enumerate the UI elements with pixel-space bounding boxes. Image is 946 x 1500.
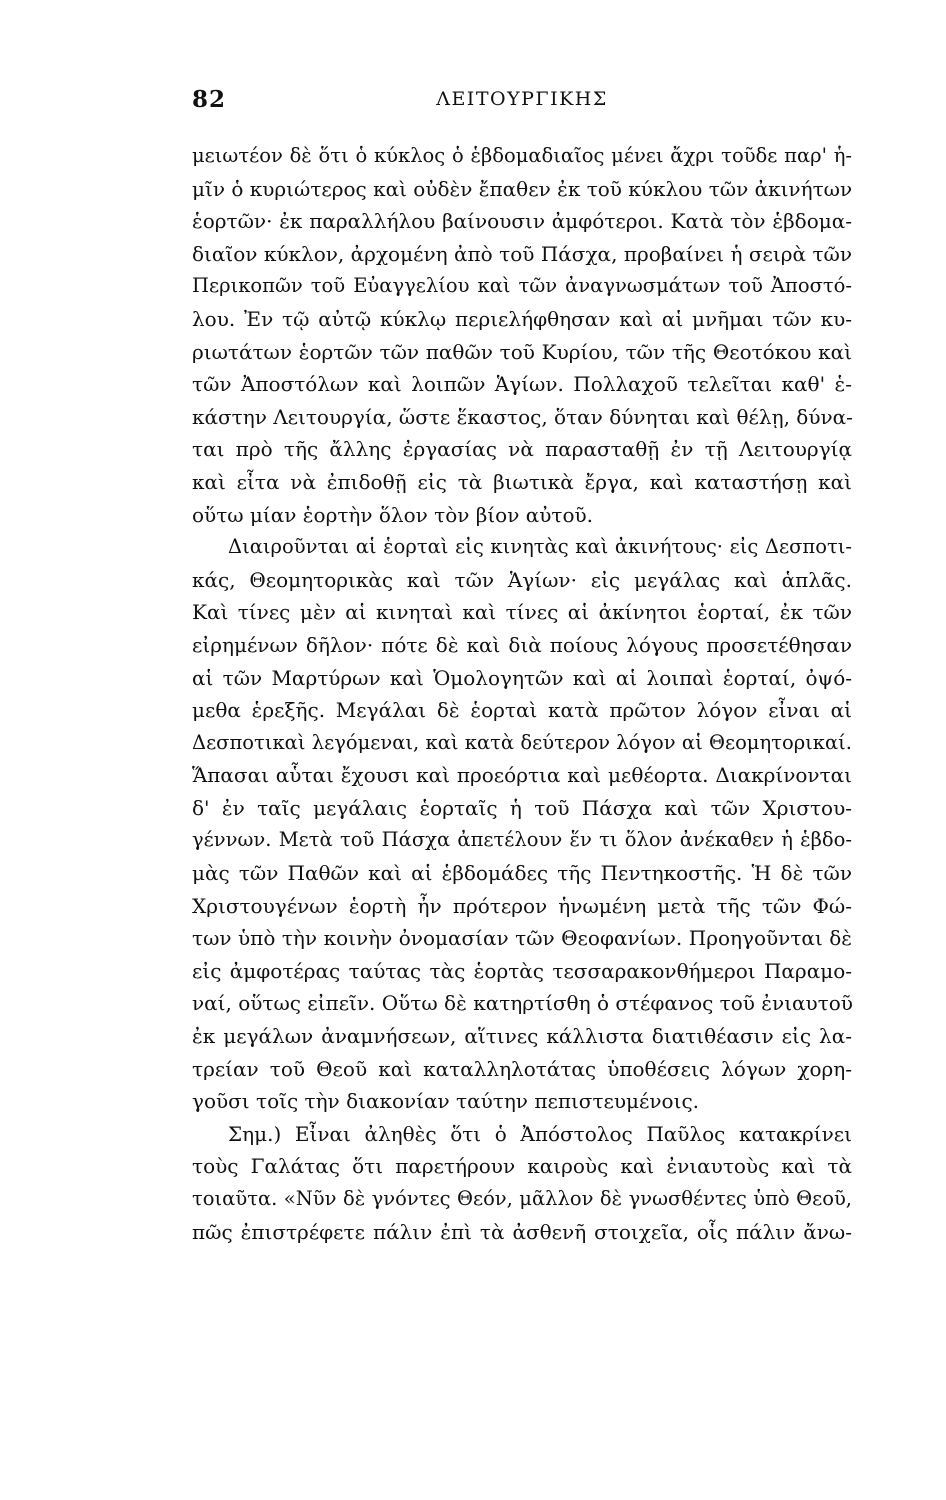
text-line: γέννων. Μετὰ τοῦ Πάσχα ἀπετέλουν ἕν τι ὅλον ἀνέκαθεν ἡ ἑβδο- — [192, 828, 852, 852]
text-line: ται πρὸ τῆς ἄλλης ἐργασίας νὰ παρασταθῇ ἐν τῇ Λειτουργίᾳ — [192, 437, 852, 462]
text-line: Χριστουγένων ἑορτὴ ἦν πρότερον ἡνωμένη μετὰ τῆς τῶν Φώ- — [192, 893, 852, 918]
text-line: εἰς ἀμφοτέρας ταύτας τὰς ἑορτὰς τεσσαρακονθήμεροι Παραμο- — [192, 958, 852, 983]
text-line: Περικοπῶν τοῦ Εὐαγγελίου καὶ τῶν ἀναγνωσμάτων τοῦ Ἀποστό- — [192, 274, 852, 298]
text-line: καὶ εἶτα νὰ ἐπιδοθῇ εἰς τὰ βιωτικὰ ἔργα, καὶ καταστήσῃ καὶ — [192, 469, 852, 494]
text-line: Καὶ τίνες μὲν αἱ κινηταὶ καὶ τίνες αἱ ἀκίνητοι ἑορταί, ἐκ τῶν — [192, 600, 852, 625]
text-line: ἐκ μεγάλων ἀναμνήσεων, αἵτινες κάλλιστα διατιθέασιν εἰς λα- — [192, 1024, 852, 1049]
text-line: μεθα ἑρεξῆς. Μεγάλαι δὲ ἑορταὶ κατὰ πρῶτον λόγον εἶναι αἱ — [192, 698, 852, 723]
text-line: μῖν ὁ κυριώτερος καὶ οὐδὲν ἔπαθεν ἐκ τοῦ κύκλου τῶν ἀκινήτων — [192, 176, 853, 201]
text-line: Διαιροῦνται αἱ ἑορταὶ εἰς κινητὰς καὶ ἀκινήτους· εἰς Δεσποτι- — [228, 535, 852, 559]
text-line: τῶν Ἀποστόλων καὶ λοιπῶν Ἁγίων. Πολλαχοῦ τελεῖται καθ' ἑ- — [192, 372, 852, 397]
text-line: δ' ἐν ταῖς μεγάλαις ἑορταῖς ἡ τοῦ Πάσχα καὶ τῶν Χριστου- — [192, 795, 852, 820]
running-title: ΛΕΙΤΟΥΡΓΙΚΗΣ — [436, 88, 608, 110]
text-line: εἰρημένων δῆλον· πότε δὲ καὶ διὰ ποίους λόγους προσετέθησαν — [192, 632, 852, 657]
text-line: των ὑπὸ τὴν κοινὴν ὀνομασίαν τῶν Θεοφανίων. Προηγοῦνται δὲ — [192, 926, 852, 951]
text-line: γοῦσι τοῖς τὴν διακονίαν ταύτην πεπιστευμένοις. — [192, 1089, 700, 1114]
text-line: Σημ.) Εἶναι ἀληθὲς ὅτι ὁ Ἀπόστολος Παῦλος κατακρίνει — [228, 1121, 852, 1146]
page-header — [192, 86, 852, 120]
paragraph-2 — [192, 531, 852, 1118]
text-line: οὕτω μίαν ἑορτὴν ὅλον τὸν βίον αὐτοῦ. — [192, 502, 594, 527]
body-text — [192, 140, 852, 1248]
text-line: κάς, Θεομητορικὰς καὶ τῶν Ἁγίων· εἰς μεγάλας καὶ ἁπλᾶς. — [192, 567, 852, 592]
text-line: μειωτέον δὲ ὅτι ὁ κύκλος ὁ ἑβδομαδιαῖος μένει ἄχρι τοῦδε παρ' ἡ- — [192, 144, 852, 167]
text-line: τρείαν τοῦ Θεοῦ καὶ καταλληλοτάτας ὑποθέσεις λόγων χορη- — [192, 1056, 852, 1081]
paragraph-1 — [192, 140, 852, 531]
text-line: τοὺς Γαλάτας ὅτι παρετήρουν καιροὺς καὶ ἐνιαυτοὺς καὶ τὰ — [192, 1154, 852, 1179]
page-number: 82 — [192, 86, 227, 113]
text-line: ἑορτῶν· ἐκ παραλλήλου βαίνουσιν ἀμφότεροι. Κατὰ τὸν ἑβδομα- — [192, 209, 852, 234]
text-line: διαῖον κύκλον, ἀρχομένη ἀπὸ τοῦ Πάσχα, προβαίνει ἡ σειρὰ τῶν — [192, 241, 852, 266]
text-line: Ἅπασαι αὗται ἔχουσι καὶ προεόρτια καὶ μεθέορτα. Διακρίνονται — [192, 763, 852, 788]
paragraph-3-note — [192, 1118, 852, 1248]
text-line: τοιαῦτα. «Νῦν δὲ γνόντες Θεόν, μᾶλλον δὲ γνωσθέντες ὑπὸ Θεοῦ, — [192, 1187, 852, 1210]
text-line: κάστην Λειτουργία, ὥστε ἕκαστος, ὅταν δύνηται καὶ θέλῃ, δύνα- — [192, 404, 853, 429]
text-line: ναί, οὕτως εἰπεῖν. Οὕτω δὲ κατηρτίσθη ὁ στέφανος τοῦ ἐνιαυτοῦ — [192, 991, 853, 1016]
text-line: ριωτάτων ἑορτῶν τῶν παθῶν τοῦ Κυρίου, τῶν τῆς Θεοτόκου καὶ — [192, 339, 852, 364]
text-line: αἱ τῶν Μαρτύρων καὶ Ὁμολογητῶν καὶ αἱ λοιπαὶ ἑορταί, ὀψό- — [192, 665, 852, 690]
text-line: Δεσποτικαὶ λεγόμεναι, καὶ κατὰ δεύτερον λόγον αἱ Θεομητορικαί. — [192, 730, 852, 754]
text-line: πῶς ἐπιστρέφετε πάλιν ἐπὶ τὰ ἀσθενῆ στοιχεῖα, οἷς πάλιν ἄνω- — [192, 1219, 852, 1244]
text-line: μὰς τῶν Παθῶν καὶ αἱ ἑβδομάδες τῆς Πεντηκοστῆς. Ἡ δὲ τῶν — [192, 861, 852, 886]
text-line: λου. Ἐν τῷ αὐτῷ κύκλῳ περιελήφθησαν καὶ αἱ μνῆμαι τῶν κυ- — [192, 306, 852, 331]
